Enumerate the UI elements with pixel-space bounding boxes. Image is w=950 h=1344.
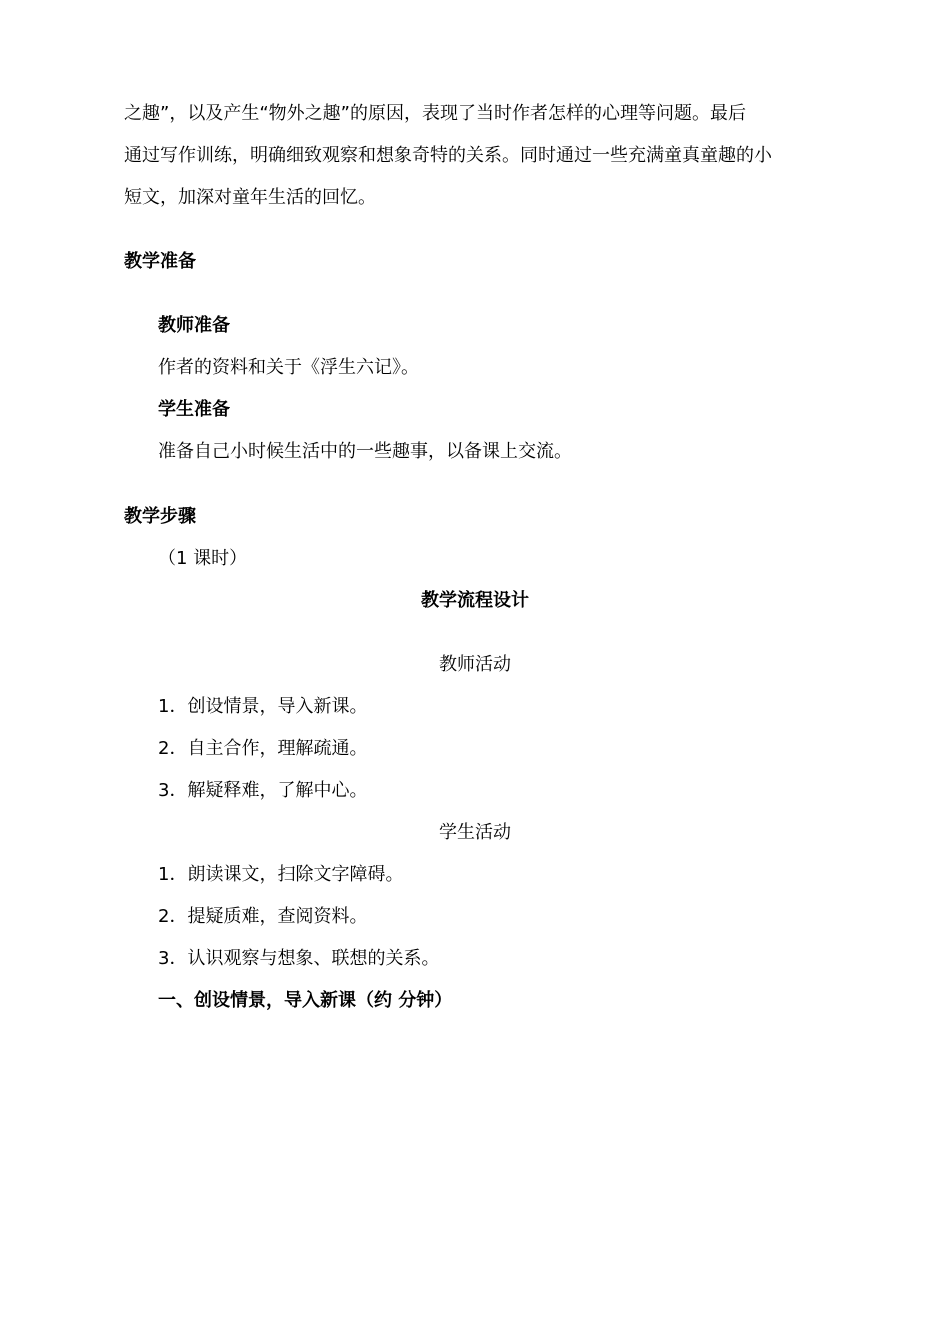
intro-paragraph-line-3: 短文，加深对童年生活的回忆。 [124, 187, 376, 208]
teacher-activity-label: 教师活动 [439, 654, 511, 675]
student-activity-label: 学生活动 [439, 822, 511, 843]
teacher-preparation-text: 作者的资料和关于《浮生六记》。 [158, 357, 419, 378]
teacher-activity-item: 1．创设情景，导入新课。 [158, 696, 368, 717]
student-activity-item: 3．认识观察与想象、联想的关系。 [158, 948, 440, 969]
section-one-heading: 一、创设情景，导入新课（约 分钟） [158, 990, 453, 1011]
student-activity-item: 1．朗读课文，扫除文字障碍。 [158, 864, 404, 885]
teaching-flow-title: 教学流程设计 [421, 590, 529, 611]
student-activity-item: 2．提疑质难，查阅资料。 [158, 906, 368, 927]
class-period-note: （1 课时） [158, 548, 248, 569]
intro-paragraph-line-2: 通过写作训练，明确细致观察和想象奇特的关系。同时通过一些充满童真童趣的小 [124, 145, 772, 166]
teacher-activity-item: 3．解疑释难，了解中心。 [158, 780, 368, 801]
teaching-steps-heading: 教学步骤 [124, 506, 196, 527]
teaching-preparation-heading: 教学准备 [124, 251, 196, 272]
teacher-activity-item: 2．自主合作，理解疏通。 [158, 738, 368, 759]
teacher-preparation-heading: 教师准备 [158, 315, 230, 336]
intro-paragraph-line-1: 之趣”，以及产生“物外之趣”的原因，表现了当时作者怎样的心理等问题。最后 [124, 103, 746, 124]
student-preparation-heading: 学生准备 [158, 399, 230, 420]
student-preparation-text: 准备自己小时候生活中的一些趣事，以备课上交流。 [158, 441, 572, 462]
